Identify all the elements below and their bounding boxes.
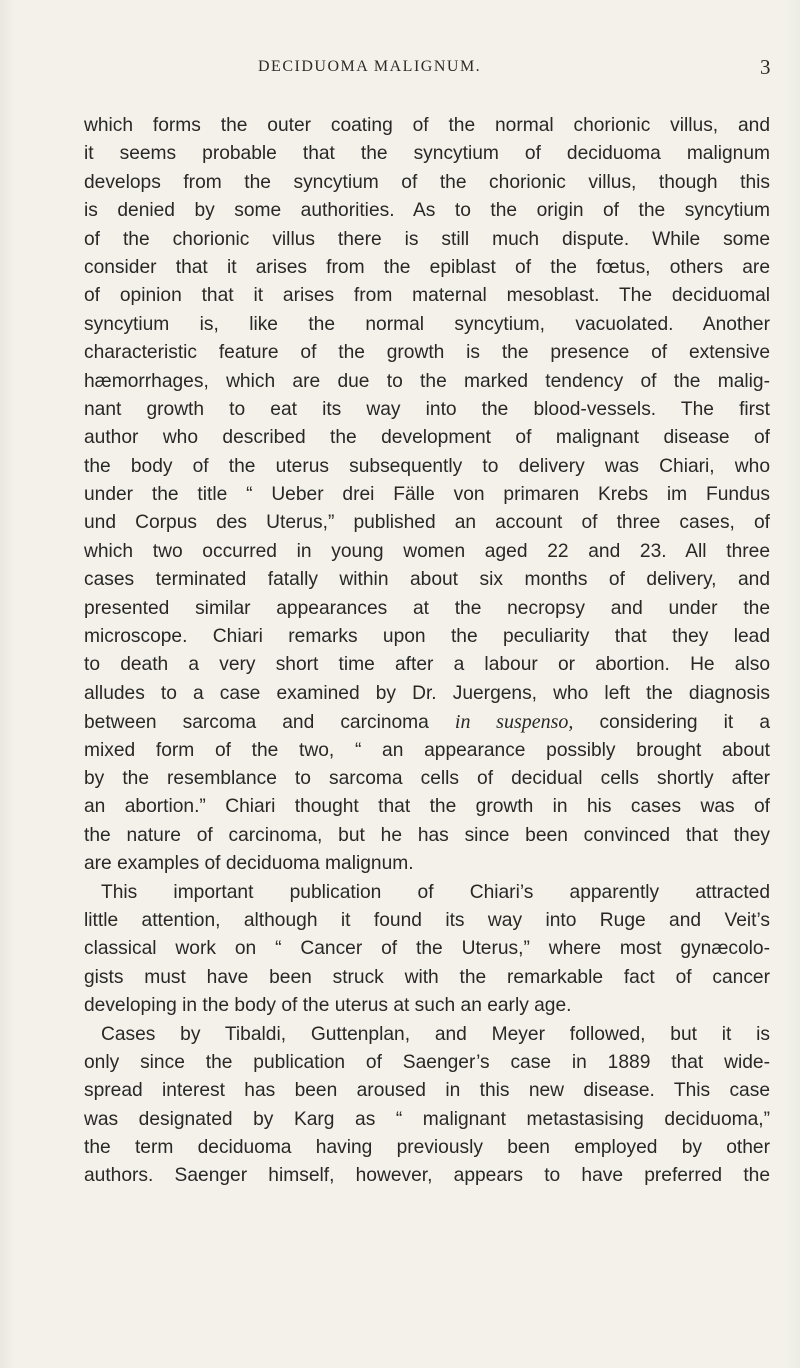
text-line: Cases by Tibaldi, Guttenplan, and Meyer followed, but it is [101, 1023, 770, 1045]
text-line: which forms the outer coating of the normal chorionic villus, and [84, 115, 770, 136]
text-segment: between sarcoma and carcinoma [84, 712, 455, 734]
text-line: und Corpus des Uterus,” published an account of three cases, of [84, 512, 770, 534]
text-line: nant growth to eat its way into the blood-vessels. The first [84, 398, 770, 420]
text-segment: considering it a [573, 712, 770, 734]
text-line: alludes to a case examined by Dr. Juergens, who left the diagnosis [84, 682, 770, 704]
text-line: mixed form of the two, “ an appearance possibly brought about [84, 739, 770, 761]
text-line: by the resemblance to sarcoma cells of decidual cells shortly after [84, 767, 770, 789]
text-line: an abortion.” Chiari thought that the growth in his cases was of [84, 796, 770, 818]
text-line: little attention, although it found its way into Ruge and Veit’s [84, 909, 770, 931]
text-line: is denied by some authorities. As to the origin of the syncytium [84, 200, 770, 222]
text-line: This important publication of Chiari’s apparently attracted [101, 881, 770, 903]
text-line: of opinion that it arises from maternal mesoblast. The deciduomal [84, 285, 770, 307]
text-line: syncytium is, like the normal syncytium, vacuolated. Another [84, 313, 770, 335]
text-line: which two occurred in young women aged 22 and 23. All three [84, 540, 770, 562]
text-line: the term deciduoma having previously been employed by other [84, 1137, 770, 1159]
text-line: the nature of carcinoma, but he has since been convinced that they [84, 824, 770, 846]
text-line: spread interest has been aroused in this new disease. This case [84, 1080, 770, 1102]
text-line: consider that it arises from the epiblast of the fœtus, others are [84, 256, 770, 278]
page-number: 3 [760, 55, 771, 79]
text-line: it seems probable that the syncytium of deciduoma malignum [84, 143, 770, 165]
text-line: the body of the uterus subsequently to delivery was Chiari, who [84, 455, 770, 477]
text-line: under the title “ Ueber drei Fälle von primaren Krebs im Fundus [84, 484, 770, 506]
body-text [84, 112, 770, 1191]
text-line: develops from the syncytium of the chorionic villus, though this [84, 171, 770, 193]
page-header [0, 55, 800, 82]
text-line: cases terminated fatally within about six months of delivery, and [84, 569, 770, 591]
text-line: authors. Saenger himself, however, appears to have preferred the [84, 1165, 770, 1187]
text-line: gists must have been struck with the remarkable fact of cancer [84, 966, 770, 988]
text-line: are examples of deciduoma malignum. [84, 853, 414, 875]
text-line: developing in the body of the uterus at such an early age. [84, 995, 572, 1017]
text-line: was designated by Karg as “ malignant metastasising deciduoma,” [84, 1108, 770, 1130]
running-title: DECIDUOMA MALIGNUM. [258, 58, 482, 75]
text-line: hæmorrhages, which are due to the marked tendency of the malig- [84, 370, 770, 392]
text-line: author who described the development of malignant disease of [84, 427, 770, 449]
text-line: classical work on “ Cancer of the Uterus,” where most gynæcolo- [84, 938, 770, 960]
text-line: of the chorionic villus there is still much dispute. While some [84, 228, 770, 250]
italic-phrase: in suspenso, [454, 711, 574, 734]
text-line: only since the publication of Saenger’s case in 1889 that wide- [84, 1051, 770, 1073]
text-line: characteristic feature of the growth is the presence of extensive [84, 342, 770, 364]
text-line [84, 708, 770, 736]
text-line: microscope. Chiari remarks upon the peculiarity that they lead [84, 626, 770, 648]
text-line: presented similar appearances at the necropsy and under the [84, 597, 770, 619]
text-line: to death a very short time after a labour or abortion. He also [84, 654, 770, 676]
